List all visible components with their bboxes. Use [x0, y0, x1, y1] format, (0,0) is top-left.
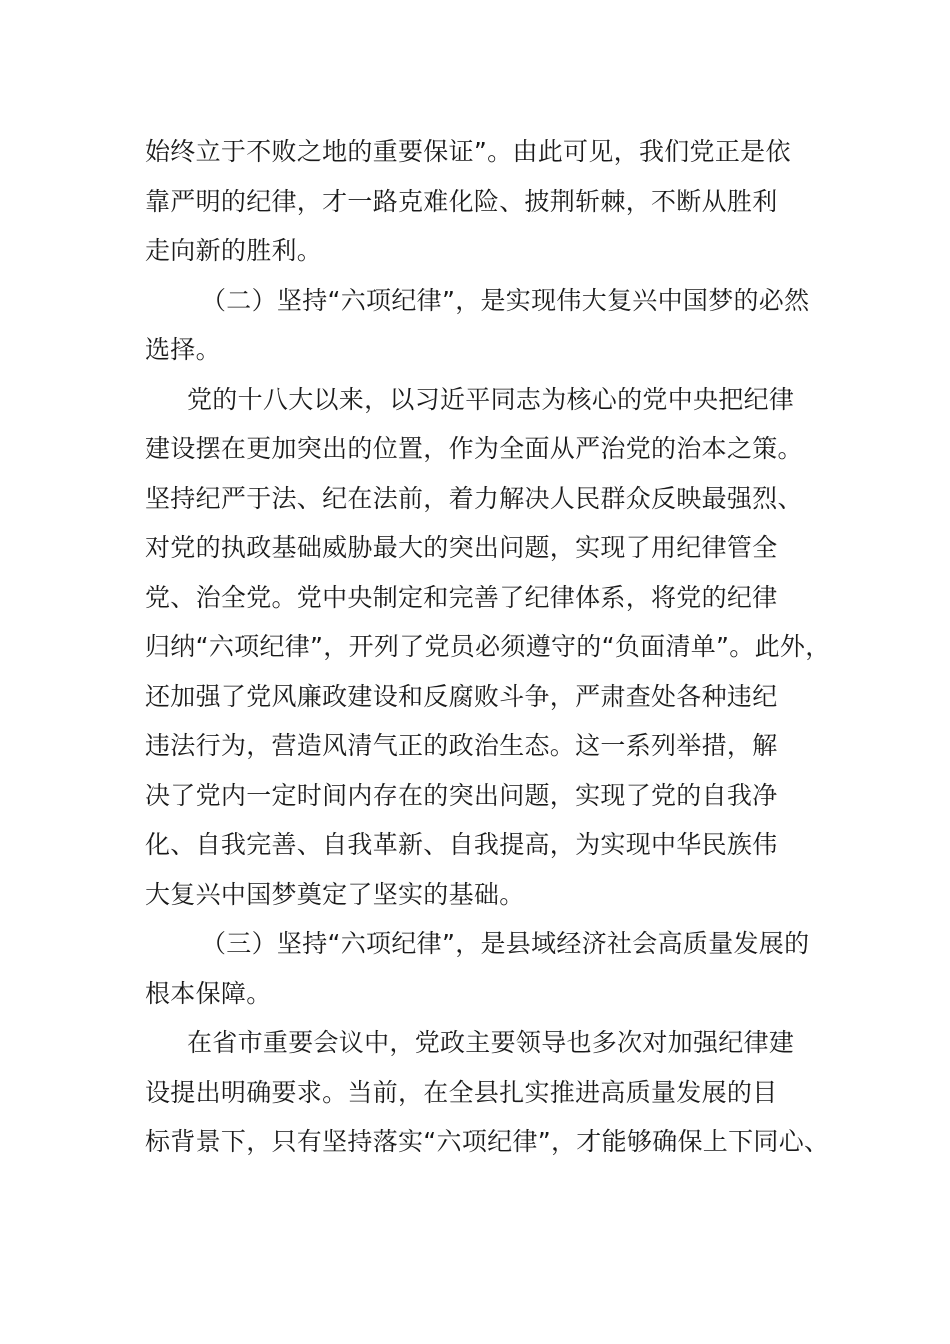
text-line: 坚持纪严于法、纪在法前，着力解决人民群众反映最强烈、: [145, 483, 803, 513]
text-line: 归纳“六项纪律”，开列了党员必须遵守的“负面清单”。此外，: [145, 632, 831, 661]
text-line: 大复兴中国梦奠定了坚实的基础。: [145, 879, 525, 909]
text-line: 决了党内一定时间内存在的突出问题，实现了党的自我净: [145, 780, 778, 810]
section-heading-line: （二）坚持“六项纪律”，是实现伟大复兴中国梦的必然: [201, 285, 810, 315]
text-line: 始终立于不败之地的重要保证”。由此可见，我们党正是依: [145, 137, 791, 166]
section-heading-line: 根本保障。: [145, 978, 272, 1008]
text-line: 靠严明的纪律，才一路克难化险、披荆斩棘，不断从胜利: [145, 186, 778, 216]
body-text: [145, 127, 831, 1167]
paragraph-first-line: 在省市重要会议中，党政主要领导也多次对加强纪律建: [187, 1028, 795, 1057]
section-heading-line: 选择。: [145, 335, 221, 364]
text-line: 走向新的胜利。: [145, 236, 323, 265]
paragraph-first-line: 党的十八大以来，以习近平同志为核心的党中央把纪律: [187, 384, 795, 414]
text-line: 违法行为，营造风清气正的政治生态。这一系列举措，解: [145, 731, 778, 760]
section-heading-line: （三）坚持“六项纪律”，是县域经济社会高质量发展的: [201, 929, 810, 958]
text-line: 建设摆在更加突出的位置，作为全面从严治党的治本之策。: [145, 434, 803, 463]
text-line: 化、自我完善、自我革新、自我提高，为实现中华民族伟: [145, 830, 778, 859]
text-line: 对党的执政基础威胁最大的突出问题，实现了用纪律管全: [145, 533, 778, 562]
text-line: 还加强了党风廉政建设和反腐败斗争，严肃查处各种违纪: [145, 681, 778, 711]
text-line: 设提出明确要求。当前，在全县扎实推进高质量发展的目: [145, 1077, 778, 1107]
text-line: 标背景下，只有坚持落实“六项纪律”，才能够确保上下同心、: [145, 1127, 830, 1156]
text-line: 党、治全党。党中央制定和完善了纪律体系，将党的纪律: [145, 582, 778, 612]
